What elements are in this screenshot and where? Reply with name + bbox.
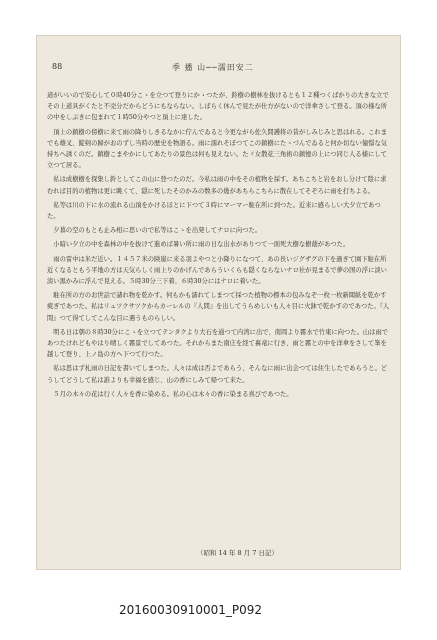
date-line: （昭和 14 年 8 月 7 日記） (197, 549, 278, 557)
paragraph: 雨の雷中は米だ近い。１４５７米の険崖に来る羽よやつと小降りになつて、あの長いジグザグの下を過ぎて園下駐在所近くなるともう平地の方は天気らしく雨上りのかげんであらういくらも隠くならないナロ社が見まるで夢の国の浮に淡い淡い黒かみに浮んで見える。５時30分三下着、６時30分にはナロに着いた。 (47, 255, 387, 286)
paragraph: 私は思はず札雨の日記を書いてしまつた。人々は成は否よであらう、そんなに雨に出会つては住生したであらうと。どうしてどうして私は誰よりも幸福を感じ、山の香にしみて帰つて来た。 (47, 365, 388, 384)
page-number: 88 (52, 62, 63, 71)
article-body (47, 90, 392, 560)
paragraph: 小暗い夕立の中を森林の中を抜けて進めば暑い所に雨の日な出水がありつて一面死大樹な樹蔭があつた。 (53, 241, 350, 249)
paragraph: ５月の木々の花は行く人々を香に染める。私の心は木々の香に染まる喜びであつた。 (53, 390, 293, 398)
record-id: 20160030910001_P092 (119, 603, 263, 617)
paragraph: 夕暮の空のもとも止み相に思いので私等はこゝを出発してナロに向つた。 (53, 227, 262, 235)
paragraph: 頂上の鎮樹の傍樹に来て雨の降りしきるなかに佇んでゐると今更ながら佐久間護将の昔がしみじみと思はれる。これまでも雄叉、錠剣の歸がおのずし当時の歴史を物語る。雨に濡れそぼつてこの鎮樹にたゝづんでゐると何か切ない憧憬な気持ちへ誘くのだ。鎮樹こまやかにしてあたりの景色は何も見えない。たゞ女散花三角術の鎮憶の上につ同じ人る様にして立つて居る。 (47, 128, 388, 170)
paragraph: 私等は川の下に水の流れる山頂をかけるほとに下つて３時にマーマー駐在所に到つた。近来に感らしい大夕立であつた。 (47, 201, 381, 221)
running-title: 季 播 山──濡田安二 (172, 63, 254, 72)
page-header (52, 62, 384, 78)
paragraph: 駐在所の方のお世話で諸れ物を乾かす。何もかも濡れてしまつて採つた植物の標本の包みなぞ一枚一枚新聞紙を乾かす疲ぎであつた。私はリュツクサツクからカーレルの『人間』を出してうらめしいも人々目に火鉢で乾かすのであつた。『人間』つて得てしてこんな目に遇うものらしい。 (47, 292, 390, 322)
paragraph: 私は成樹樹を探集し鈴としてこの山に登つたのだ。今私は雨の中をその植物を採す。あちこちと岩をおし分けて陰に求むれば目的の植物は更に眺くて、隠に死したそのかみの数多の幾があちらこちらに散在してそぞろに雨を打ちよる。 (47, 176, 387, 195)
paragraph: 明る日は朝の８時30分にこゝを立つてテンタクより大石を通つて内湾に出で、南岡より霧水で竹東に向つた。山は雨であつたけれどもやはり晴しく霧景でしてあつた。それからまた南庄を経て裏竜に行き、雨と霧との中を洋傘をさして峯を越して登り、上ノ島の方へ下つて行つた。 (47, 328, 389, 359)
paragraph: 道がいいので安心して０時40分こゝを立つて登りにかゝつたが、鈴樹の樹林を抜けるとも１２種つくばかりの大きな立でその上道具がくたと不売分だからどうにもならない。しばらく休んで見たが仕方がないので洋傘さして登る。頂の様な所の中をしぶきに包まれて１時50分やつと頂上に達した。 (47, 92, 389, 122)
